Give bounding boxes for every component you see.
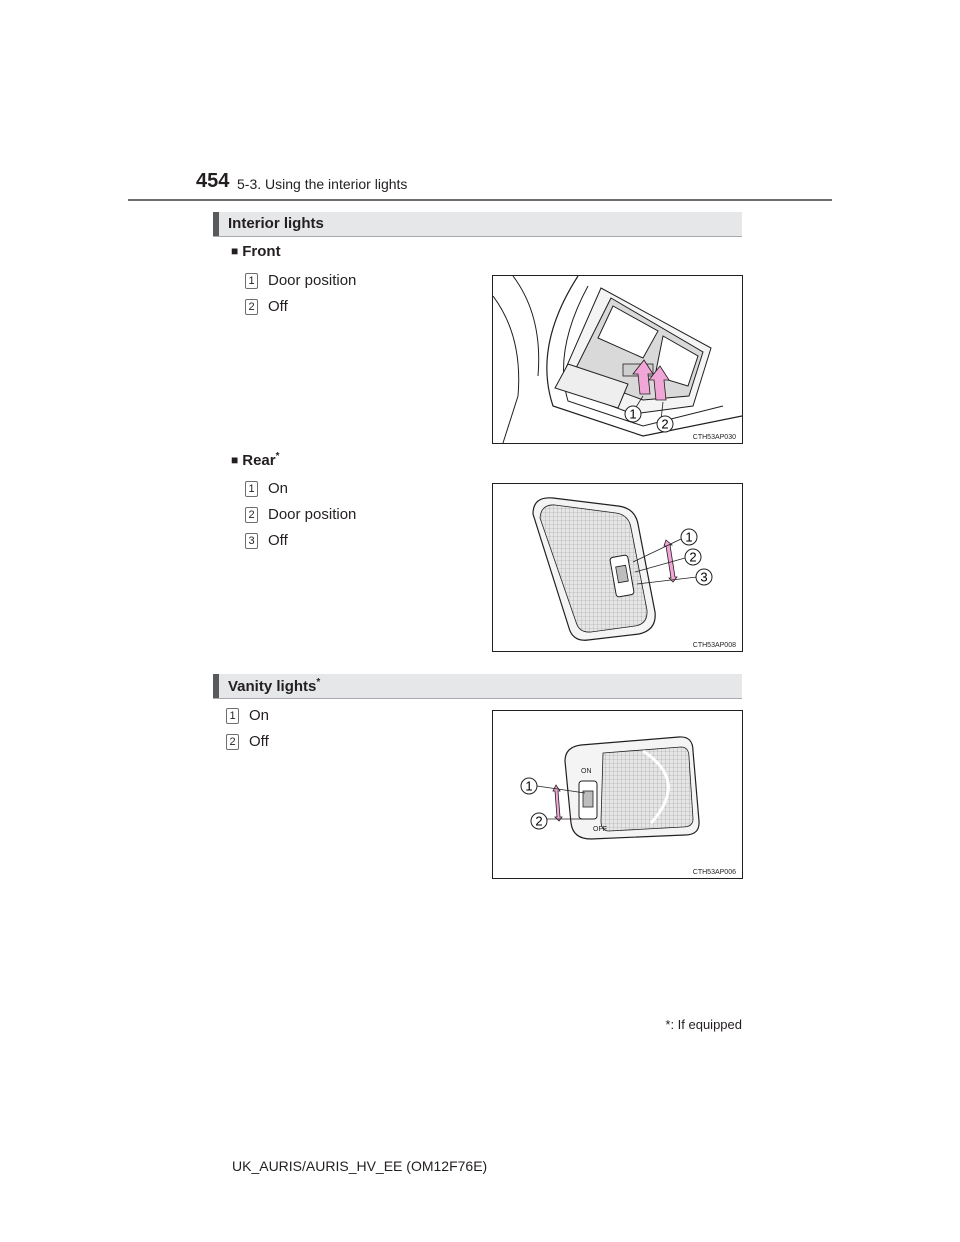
- front-interior-light-figure: [492, 275, 743, 444]
- switch-on-label: ON: [581, 768, 592, 775]
- item-text: Door position: [268, 506, 357, 523]
- callout-label: 2: [535, 813, 543, 829]
- vanity-light-illustration: [493, 711, 742, 878]
- section-bar-interior-lights: [213, 212, 742, 237]
- callout-label: 3: [700, 569, 708, 585]
- square-bullet-icon: ■: [231, 453, 239, 467]
- callout-label: 1: [685, 529, 693, 545]
- section-title: Interior lights: [228, 215, 324, 232]
- section-marker: [213, 212, 219, 236]
- item-number-badge: 2: [245, 507, 258, 523]
- section-marker: [213, 674, 219, 698]
- list-item: [245, 298, 288, 315]
- item-number-badge: 2: [226, 734, 239, 750]
- callout-label: 1: [629, 406, 637, 422]
- footer-model-code: UK_AURIS/AURIS_HV_EE (OM12F76E): [232, 1158, 488, 1174]
- footnote-mark: *: [665, 1017, 671, 1032]
- item-number-badge: 2: [245, 299, 258, 315]
- front-light-illustration: [493, 276, 742, 443]
- page-number: 454: [196, 170, 230, 192]
- subhead-front: [231, 243, 281, 260]
- item-text: On: [249, 707, 270, 724]
- section-bar-vanity-lights: [213, 674, 742, 699]
- switch-off-label: OFF: [593, 826, 607, 833]
- list-item: [226, 707, 269, 724]
- footnote: [665, 1017, 742, 1032]
- chapter-header: 5-3. Using the interior lights: [237, 176, 408, 192]
- callout-label: 2: [661, 416, 669, 432]
- item-text: Door position: [268, 272, 357, 289]
- item-text: Off: [268, 298, 288, 315]
- item-text: Off: [249, 733, 269, 750]
- vanity-light-figure: [492, 710, 743, 879]
- square-bullet-icon: ■: [231, 244, 239, 258]
- header-rule: [128, 199, 832, 201]
- callout-label: 1: [525, 778, 533, 794]
- figure-code: CTH53AP030: [692, 434, 736, 441]
- figure-code: CTH53AP006: [692, 869, 736, 876]
- list-item: [226, 733, 269, 750]
- figure-code: CTH53AP008: [692, 642, 736, 649]
- section-title: [228, 677, 320, 695]
- if-equipped-mark: *: [275, 451, 280, 462]
- item-text: On: [268, 480, 289, 497]
- item-text: Off: [268, 532, 288, 549]
- list-item: [245, 532, 288, 549]
- item-number-badge: 3: [245, 533, 258, 549]
- subhead-rear-label: Rear: [242, 452, 276, 469]
- callout-label: 2: [689, 549, 697, 565]
- item-number-badge: 1: [226, 708, 239, 724]
- section-title-text: Vanity lights: [228, 678, 317, 695]
- rear-light-illustration: [493, 484, 742, 651]
- rear-interior-light-figure: [492, 483, 743, 652]
- item-number-badge: 1: [245, 273, 258, 289]
- footnote-text: : If equipped: [670, 1017, 742, 1032]
- list-item: [245, 480, 288, 497]
- subhead-rear: [231, 451, 280, 469]
- if-equipped-mark: *: [316, 677, 321, 688]
- item-number-badge: 1: [245, 481, 258, 497]
- list-item: [245, 272, 356, 289]
- list-item: [245, 506, 356, 523]
- subhead-front-label: Front: [242, 243, 281, 260]
